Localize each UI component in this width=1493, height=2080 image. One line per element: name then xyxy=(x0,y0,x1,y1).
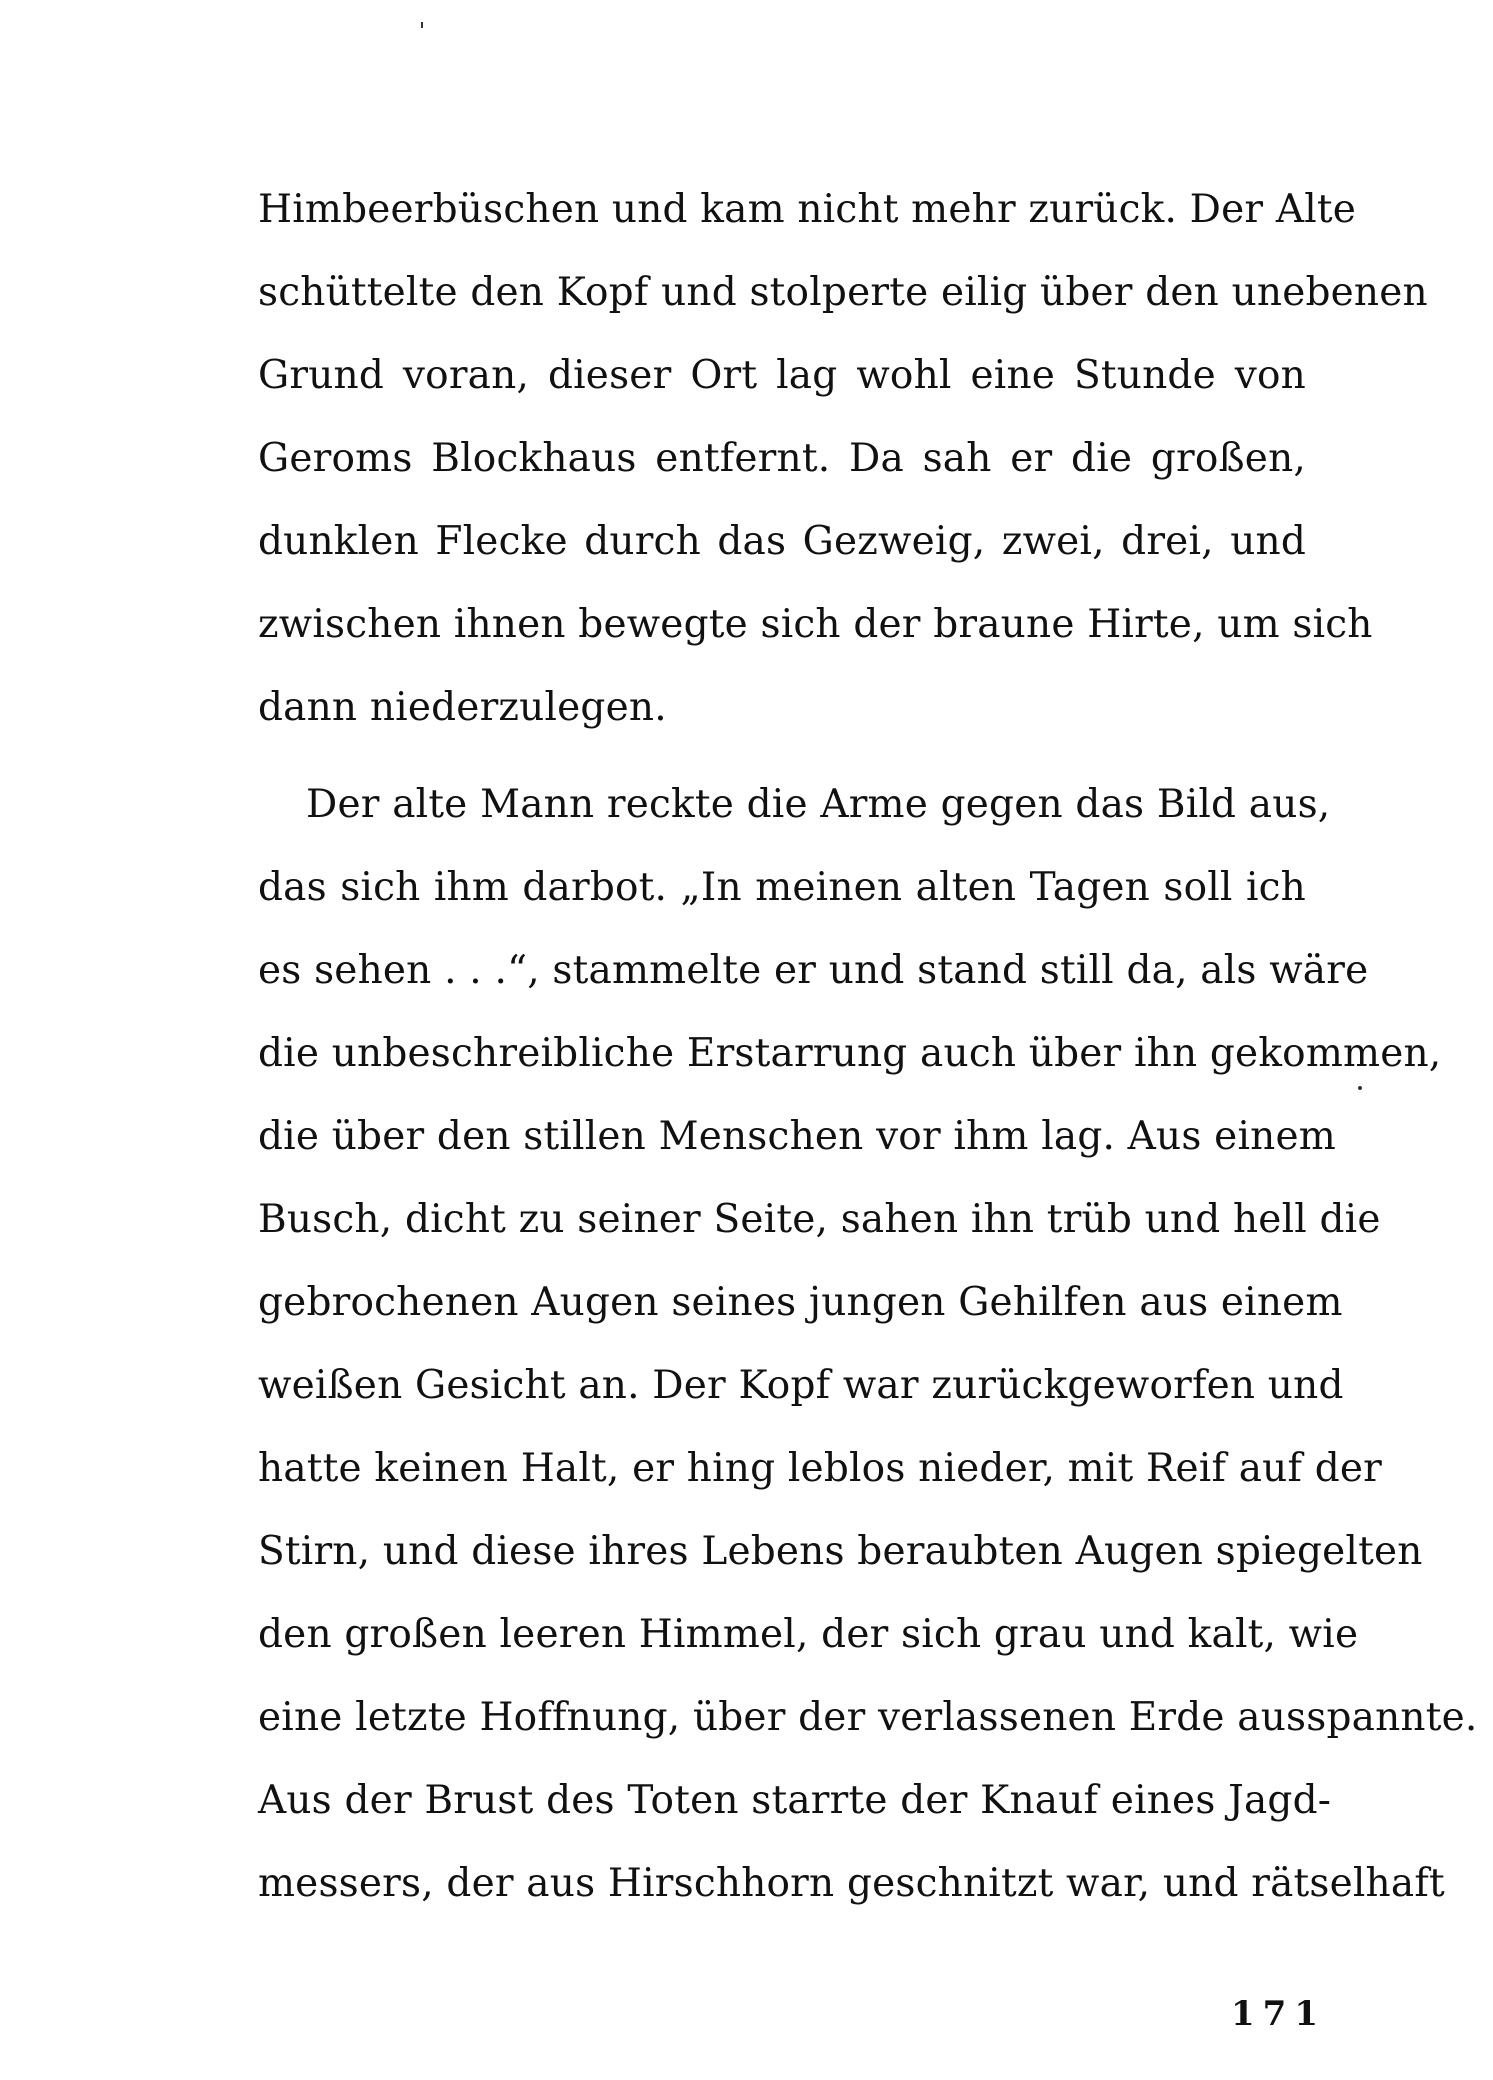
text-line: die über den stillen Menschen vor ihm lag. Aus einem xyxy=(258,1114,1336,1159)
text-line: messers, der aus Hirschhorn geschnitzt war, und rätselhaft xyxy=(258,1861,1445,1906)
text-line: den großen leeren Himmel, der sich grau und kalt, wie xyxy=(258,1612,1359,1657)
text-line: Busch, dicht zu seiner Seite, sahen ihn trüb und hell die xyxy=(258,1197,1381,1242)
text-line: Aus der Brust des Toten starrte der Knauf eines Jagd- xyxy=(258,1778,1332,1823)
paragraph xyxy=(258,763,1478,1925)
text-line: zwischen ihnen bewegte sich der braune Hirte, um sich xyxy=(258,602,1373,647)
text-line: Himbeerbüschen und kam nicht mehr zurück. Der Alte xyxy=(258,187,1357,232)
text-line: gebrochenen Augen seines jungen Gehilfen aus einem xyxy=(258,1280,1343,1325)
text-line: schüttelte den Kopf und stolperte eilig über den unebenen xyxy=(258,270,1428,315)
text-line: weißen Gesicht an. Der Kopf war zurückgeworfen und xyxy=(258,1363,1344,1408)
paragraph xyxy=(258,168,1428,749)
text-line: Der alte Mann reckte die Arme gegen das Bild aus, xyxy=(306,782,1331,827)
text-line: dann niederzulegen. xyxy=(258,685,667,730)
scan-speck xyxy=(421,22,423,28)
page-number: 171 xyxy=(1231,1994,1326,2034)
text-line: eine letzte Hoffnung, über der verlassenen Erde ausspannte. xyxy=(258,1695,1478,1740)
text-line: hatte keinen Halt, er hing leblos nieder, mit Reif auf der xyxy=(258,1446,1382,1491)
text-line: Stirn, und diese ihres Lebens beraubten Augen spiegelten xyxy=(258,1529,1423,1574)
body-text xyxy=(258,168,1478,1925)
paragraph-gap xyxy=(258,749,1306,763)
text-line: das sich ihm darbot. „In meinen alten Tagen soll ich xyxy=(258,865,1306,910)
text-line: Grund voran, dieser Ort lag wohl eine Stunde von xyxy=(258,353,1306,398)
text-line: die unbeschreibliche Erstarrung auch über ihn gekommen, xyxy=(258,1031,1442,1076)
scan-speck xyxy=(1358,1086,1362,1090)
text-line: es sehen . . .“, stammelte er und stand still da, als wäre xyxy=(258,948,1369,993)
text-line: dunklen Flecke durch das Gezweig, zwei, drei, und xyxy=(258,519,1306,564)
text-line: Geroms Blockhaus entfernt. Da sah er die großen, xyxy=(258,436,1306,481)
